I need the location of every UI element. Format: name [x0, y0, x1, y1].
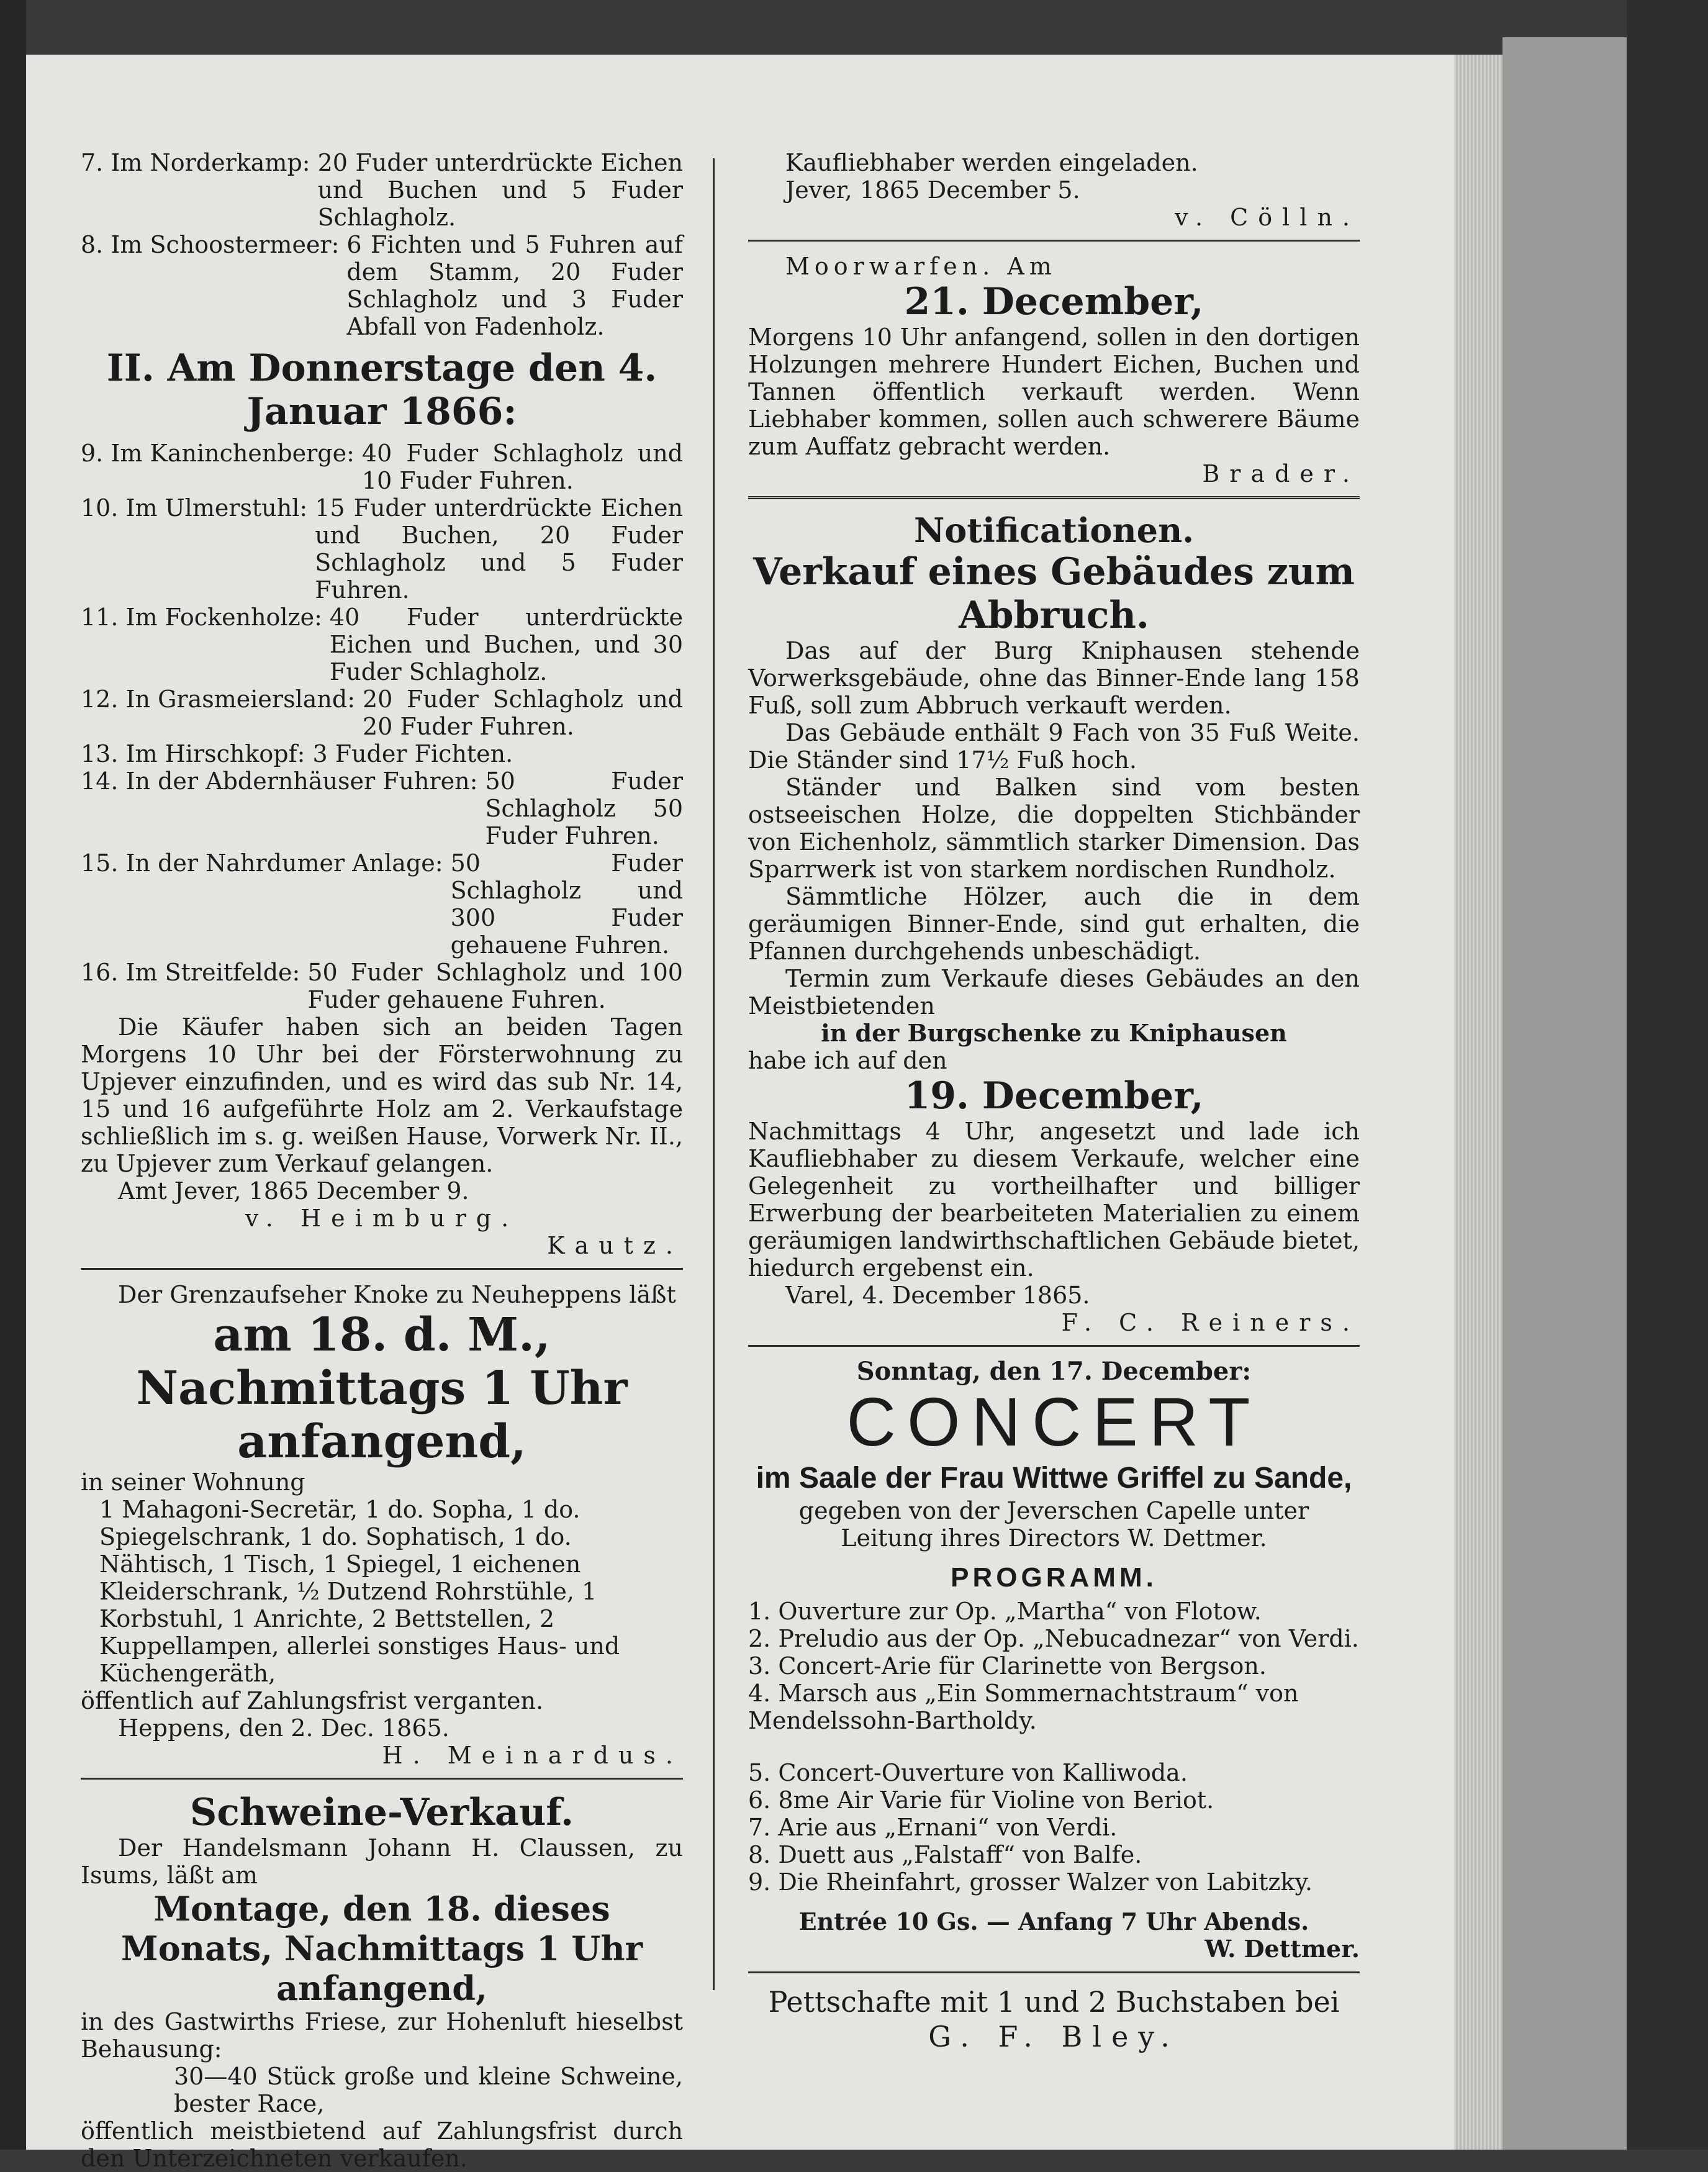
book-binding — [0, 0, 26, 2150]
auction-items: 1 Mahagoni-Secretär, 1 do. Sopha, 1 do. Spiegelschrank, 1 do. Sophatisch, 1 do. Nähtisch, 1 Tisch, 1 Spiegel, 1 eichenen Kleiderschrank, ½ Dutzend Rohrstühle, 1 Korbstuhl, 1 Anrichte, 2 Bettstellen, 2 Kuppellampen, allerlei sonstiges Haus- und Küchengeräth, — [99, 1496, 620, 1687]
notif-paragraph: Ständer und Balken sind vom besten ostseeischen Holze, die doppelten Stichbänder von Eichenholz, sämmtlich starker Dimension. Das Sparrwerk ist von starkem nordischen Rundholz. — [748, 774, 1360, 883]
list-item — [81, 604, 683, 686]
divider — [748, 240, 1360, 242]
date-heading: 21. December, — [904, 280, 1204, 324]
program-item: 1. Ouverture zur Op. „Martha“ von Flotow. — [748, 1598, 1262, 1625]
text-line: Kaufliebhaber werden eingeladen. — [785, 149, 1198, 176]
entry-text: 20 Fuder Schlagholz und 20 Fuder Fuhren. — [363, 686, 683, 740]
list-item — [81, 686, 683, 740]
notif-paragraph: Nachmittags 4 Uhr, angesetzt und lade ich Kaufliebhaber zu diesem Verkaufe, welcher eine Gelegenheit zu vortheilhafter und billiger Erwerbung der bearbeiteten Materialien zu einem geräumigen landwirthschaftlichen Gebäude bietet, hiedurch ergebenst ein. — [748, 1118, 1360, 1282]
seal-ad: Pettschafte mit 1 und 2 Buchstaben bei — [768, 1985, 1340, 2019]
wood-sale-list-2 — [81, 440, 683, 1013]
notif-place: in der Burgschenke zu Kniphausen — [821, 1019, 1287, 1047]
program-item: 5. Concert-Ouverture von Kalliwoda. — [748, 1759, 1188, 1786]
signature: v. Heimburg. — [245, 1205, 519, 1232]
place-line: Moorwarfen. Am — [785, 253, 1057, 280]
entry-text: 20 Fuder unterdrückte Eichen und Buchen und 5 Fuder Schlagholz. — [317, 149, 683, 231]
notif-paragraph: habe ich auf den — [748, 1047, 947, 1074]
concert-by: gegeben von der Jeverschen Capelle unter Leitung ihres Directors W. Dettmer. — [798, 1497, 1309, 1552]
entry-label: 16. Im Streitfelde: — [81, 959, 300, 986]
pig-sale-heading: Schweine-Verkauf. — [190, 1791, 574, 1834]
program-item: 3. Concert-Arie für Clarinette von Bergson. — [748, 1652, 1267, 1680]
book-cover-edge — [1502, 37, 1627, 2150]
pig-location: in des Gastwirths Friese, zur Hohenluft hieselbst Behausung: — [81, 2008, 683, 2063]
signature: Brader. — [1202, 460, 1360, 487]
entry-label: 14. In der Abdernhäuser Fuhren: — [81, 767, 478, 795]
signature: G. F. Bley. — [928, 2020, 1180, 2053]
program-item: 2. Preludio aus der Op. „Nebucadnezar“ von Verdi. — [748, 1625, 1359, 1652]
list-item — [81, 149, 683, 231]
background-right — [1627, 0, 1708, 2150]
auction-items-block — [81, 1496, 683, 1687]
entry-text: 50 Fuder Schlagholz und 100 Fuder gehauene Fuhren. — [307, 959, 683, 1013]
program-list-2 — [748, 1759, 1360, 1896]
program-item: 8. Duett aus „Falstaff“ von Balfe. — [748, 1841, 1142, 1868]
pig-items: 30—40 Stück große und kleine Schweine, bester Race, — [174, 2063, 683, 2117]
list-item — [81, 959, 683, 1013]
program-item: 9. Die Rheinfahrt, grosser Walzer von Labitzky. — [748, 1868, 1313, 1896]
pig-intro: Der Handelsmann Johann H. Claussen, zu Isums, läßt am — [81, 1834, 683, 1889]
section-heading: II. Am Donnerstage den 4. Januar 1866: — [106, 346, 657, 433]
auction-location: in seiner Wohnung — [81, 1468, 305, 1496]
entry-text: 50 Fuder Schlagholz und 300 Fuder gehauene Fuhren. — [450, 849, 683, 959]
entry-info: Entrée 10 Gs. — Anfang 7 Uhr Abends. — [798, 1907, 1309, 1935]
entry-label: 10. Im Ulmerstuhl: — [81, 494, 308, 522]
divider — [748, 1345, 1360, 1347]
entry-text: 3 Fuder Fichten. — [312, 740, 513, 767]
entry-text: 40 Fuder Schlagholz und 10 Fuder Fuhren. — [361, 440, 683, 494]
entry-text: 50 Fuder Schlagholz 50 Fuder Fuhren. — [485, 767, 683, 849]
divider — [81, 1778, 683, 1780]
signature: v. Cölln. — [1175, 204, 1360, 231]
divider — [748, 496, 1360, 499]
moor-text: Morgens 10 Uhr anfangend, sollen in den dortigen Holzungen mehrere Hundert Eichen, Buchen und Tannen öffentlich verkauft werden. Wenn Liebhaber kommen, sollen auch schwerere Bäume zum Auffatz gebracht werden. — [748, 324, 1360, 460]
list-item — [81, 231, 683, 340]
auction-date-heading: am 18. d. M., Nachmittags 1 Uhr anfangend, — [136, 1308, 628, 1468]
signature: W. Dettmer. — [1204, 1935, 1360, 1963]
notif-title: Verkauf eines Gebäudes zum Abbruch. — [753, 550, 1355, 637]
concert-venue: im Saale der Frau Wittwe Griffel zu Sande, — [756, 1462, 1352, 1495]
notif-paragraph: Das Gebäude enthält 9 Fach von 35 Fuß Weite. Die Ständer sind 17½ Fuß hoch. — [748, 719, 1360, 774]
auction-terms: öffentlich auf Zahlungsfrist verganten. — [81, 1687, 544, 1714]
entry-text: 40 Fuder unterdrückte Eichen und Buchen, und 30 Fuder Schlagholz. — [329, 604, 683, 686]
entry-label: 7. Im Norderkamp: — [81, 149, 310, 176]
program-item: 7. Arie aus „Ernani“ von Verdi. — [748, 1814, 1118, 1841]
notif-paragraph: Termin zum Verkaufe dieses Gebäudes an den Meistbietenden — [748, 965, 1360, 1020]
dateline: Amt Jever, 1865 December 9. — [118, 1177, 469, 1205]
entry-label: 15. In der Nahrdumer Anlage: — [81, 849, 443, 877]
wood-sale-list-1 — [81, 149, 683, 340]
pig-terms: öffentlich meistbietend auf Zahlungsfrist durch den Unterzeichneten verkaufen. — [81, 2117, 683, 2172]
buyers-paragraph: Die Käufer haben sich an beiden Tagen Morgens 10 Uhr bei der Försterwohnung zu Upjever einzufinden, und es wird das sub Nr. 14, 15 und 16 aufgeführte Holz am 2. Verkaufstage schließlich im s. g. weißen Hause, Vorwerk Nr. II., zu Upjever zum Verkauf gelangen. — [81, 1013, 683, 1177]
notif-heading: Notificationen. — [913, 510, 1195, 550]
notif-paragraph: Sämmtliche Hölzer, auch die in dem geräumigen Binner-Ende, sind gut erhalten, die Pfannen durchgehends unbeschädigt. — [748, 883, 1360, 965]
left-column — [81, 149, 683, 2172]
entry-label: 12. In Grasmeiersland: — [81, 686, 355, 713]
dateline: Varel, 4. December 1865. — [785, 1282, 1090, 1309]
notif-date-heading: 19. December, — [904, 1074, 1204, 1118]
program-item: 6. 8me Air Varie für Violine von Beriot. — [748, 1786, 1214, 1814]
pig-date-heading: Montage, den 18. dieses Monats, Nachmittags 1 Uhr anfangend, — [120, 1889, 643, 2008]
program-item: 4. Marsch aus „Ein Sommernachtstraum“ von Mendelssohn-Bartholdy. — [748, 1680, 1299, 1734]
list-item — [81, 494, 683, 604]
signature: H. Meinardus. — [382, 1742, 683, 1769]
right-column — [748, 149, 1360, 2054]
entry-text: 6 Fichten und 5 Fuhren auf dem Stamm, 20 Fuder Schlagholz und 3 Fuder Abfall von Fadenholz. — [346, 231, 683, 340]
notif-paragraph: Das auf der Burg Kniphausen stehende Vorwerksgebäude, ohne das Binner-Ende lang 158 Fuß, soll zum Abbruch verkauft werden. — [748, 637, 1360, 719]
program-list-1 — [748, 1598, 1360, 1734]
dateline: Heppens, den 2. Dec. 1865. — [118, 1714, 450, 1742]
concert-title: CONCERT — [846, 1384, 1262, 1460]
entry-label: 11. Im Fockenholze: — [81, 604, 322, 631]
signature: F. C. Reiners. — [1061, 1309, 1360, 1336]
list-item — [81, 740, 683, 767]
concert-date: Sonntag, den 17. December: — [856, 1357, 1252, 1386]
list-item — [81, 440, 683, 494]
list-item — [81, 849, 683, 959]
divider — [81, 1268, 683, 1270]
entry-label: 8. Im Schoostermeer: — [81, 231, 340, 258]
entry-text: 15 Fuder unterdrückte Eichen und Buchen, 20 Fuder Schlagholz und 5 Fuder Fuhren. — [315, 494, 683, 604]
column-rule — [713, 158, 715, 1990]
entry-label: 13. Im Hirschkopf: — [81, 740, 305, 767]
list-item — [81, 767, 683, 849]
program-title: PROGRAMM. — [951, 1562, 1157, 1593]
divider — [748, 1971, 1360, 1973]
auction-intro: Der Grenzaufseher Knoke zu Neuheppens läßt — [118, 1281, 676, 1308]
dateline: Jever, 1865 December 5. — [785, 176, 1080, 204]
signature: Kautz. — [547, 1232, 683, 1259]
entry-label: 9. Im Kaninchenberge: — [81, 440, 355, 467]
